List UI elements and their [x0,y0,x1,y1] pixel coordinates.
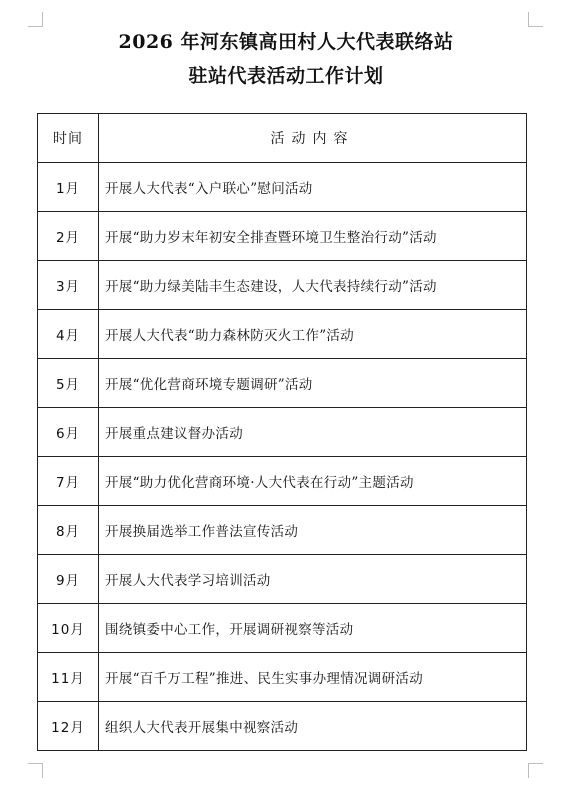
table-row [38,310,527,359]
row-content: 开展换届选举工作普法宣传活动 [99,506,527,555]
row-content: 开展重点建议督办活动 [99,408,527,457]
row-month: 8月 [38,506,99,555]
row-month: 10月 [38,604,99,653]
table-row [38,163,527,212]
crop-mark-bottom-left [28,763,43,778]
table-header-row [38,114,527,163]
document-subtitle: 驻站代表活动工作计划 [188,65,384,87]
row-content: 开展“优化营商环境专题调研”活动 [99,359,527,408]
row-content: 开展“助力绿美陆丰生态建设，人大代表持续行动”活动 [99,261,527,310]
table-row [38,555,527,604]
row-month: 7月 [38,457,99,506]
row-content: 开展人大代表学习培训活动 [99,555,527,604]
row-month: 12月 [38,702,99,751]
row-month: 11月 [38,653,99,702]
row-content: 开展人大代表“助力森林防灭火工作”活动 [99,310,527,359]
row-content: 围绕镇委中心工作，开展调研视察等活动 [99,604,527,653]
table-row [38,702,527,751]
table-row [38,261,527,310]
row-month: 9月 [38,555,99,604]
document-title: 2026 年河东镇高田村人大代表联络站 [118,31,454,53]
row-content: 组织人大代表开展集中视察活动 [99,702,527,751]
row-month: 5月 [38,359,99,408]
row-content: 开展“百千万工程”推进、民生实事办理情况调研活动 [99,653,527,702]
table-row [38,604,527,653]
crop-mark-top-right [528,12,543,27]
table-row [38,408,527,457]
row-month: 2月 [38,212,99,261]
activity-plan-table [37,113,527,751]
row-content: 开展“助力优化营商环境·人大代表在行动”主题活动 [99,457,527,506]
header-activity-content: 活动内容 [99,114,527,163]
row-content: 开展“助力岁末年初安全排查暨环境卫生整治行动”活动 [99,212,527,261]
crop-mark-bottom-right [528,763,543,778]
table-row [38,212,527,261]
row-month: 3月 [38,261,99,310]
table-row [38,457,527,506]
row-month: 6月 [38,408,99,457]
crop-mark-top-left [28,12,43,27]
row-content: 开展人大代表“入户联心”慰问活动 [99,163,527,212]
header-time: 时间 [38,114,99,163]
row-month: 1月 [38,163,99,212]
table-row [38,359,527,408]
table-row [38,506,527,555]
table-row [38,653,527,702]
row-month: 4月 [38,310,99,359]
